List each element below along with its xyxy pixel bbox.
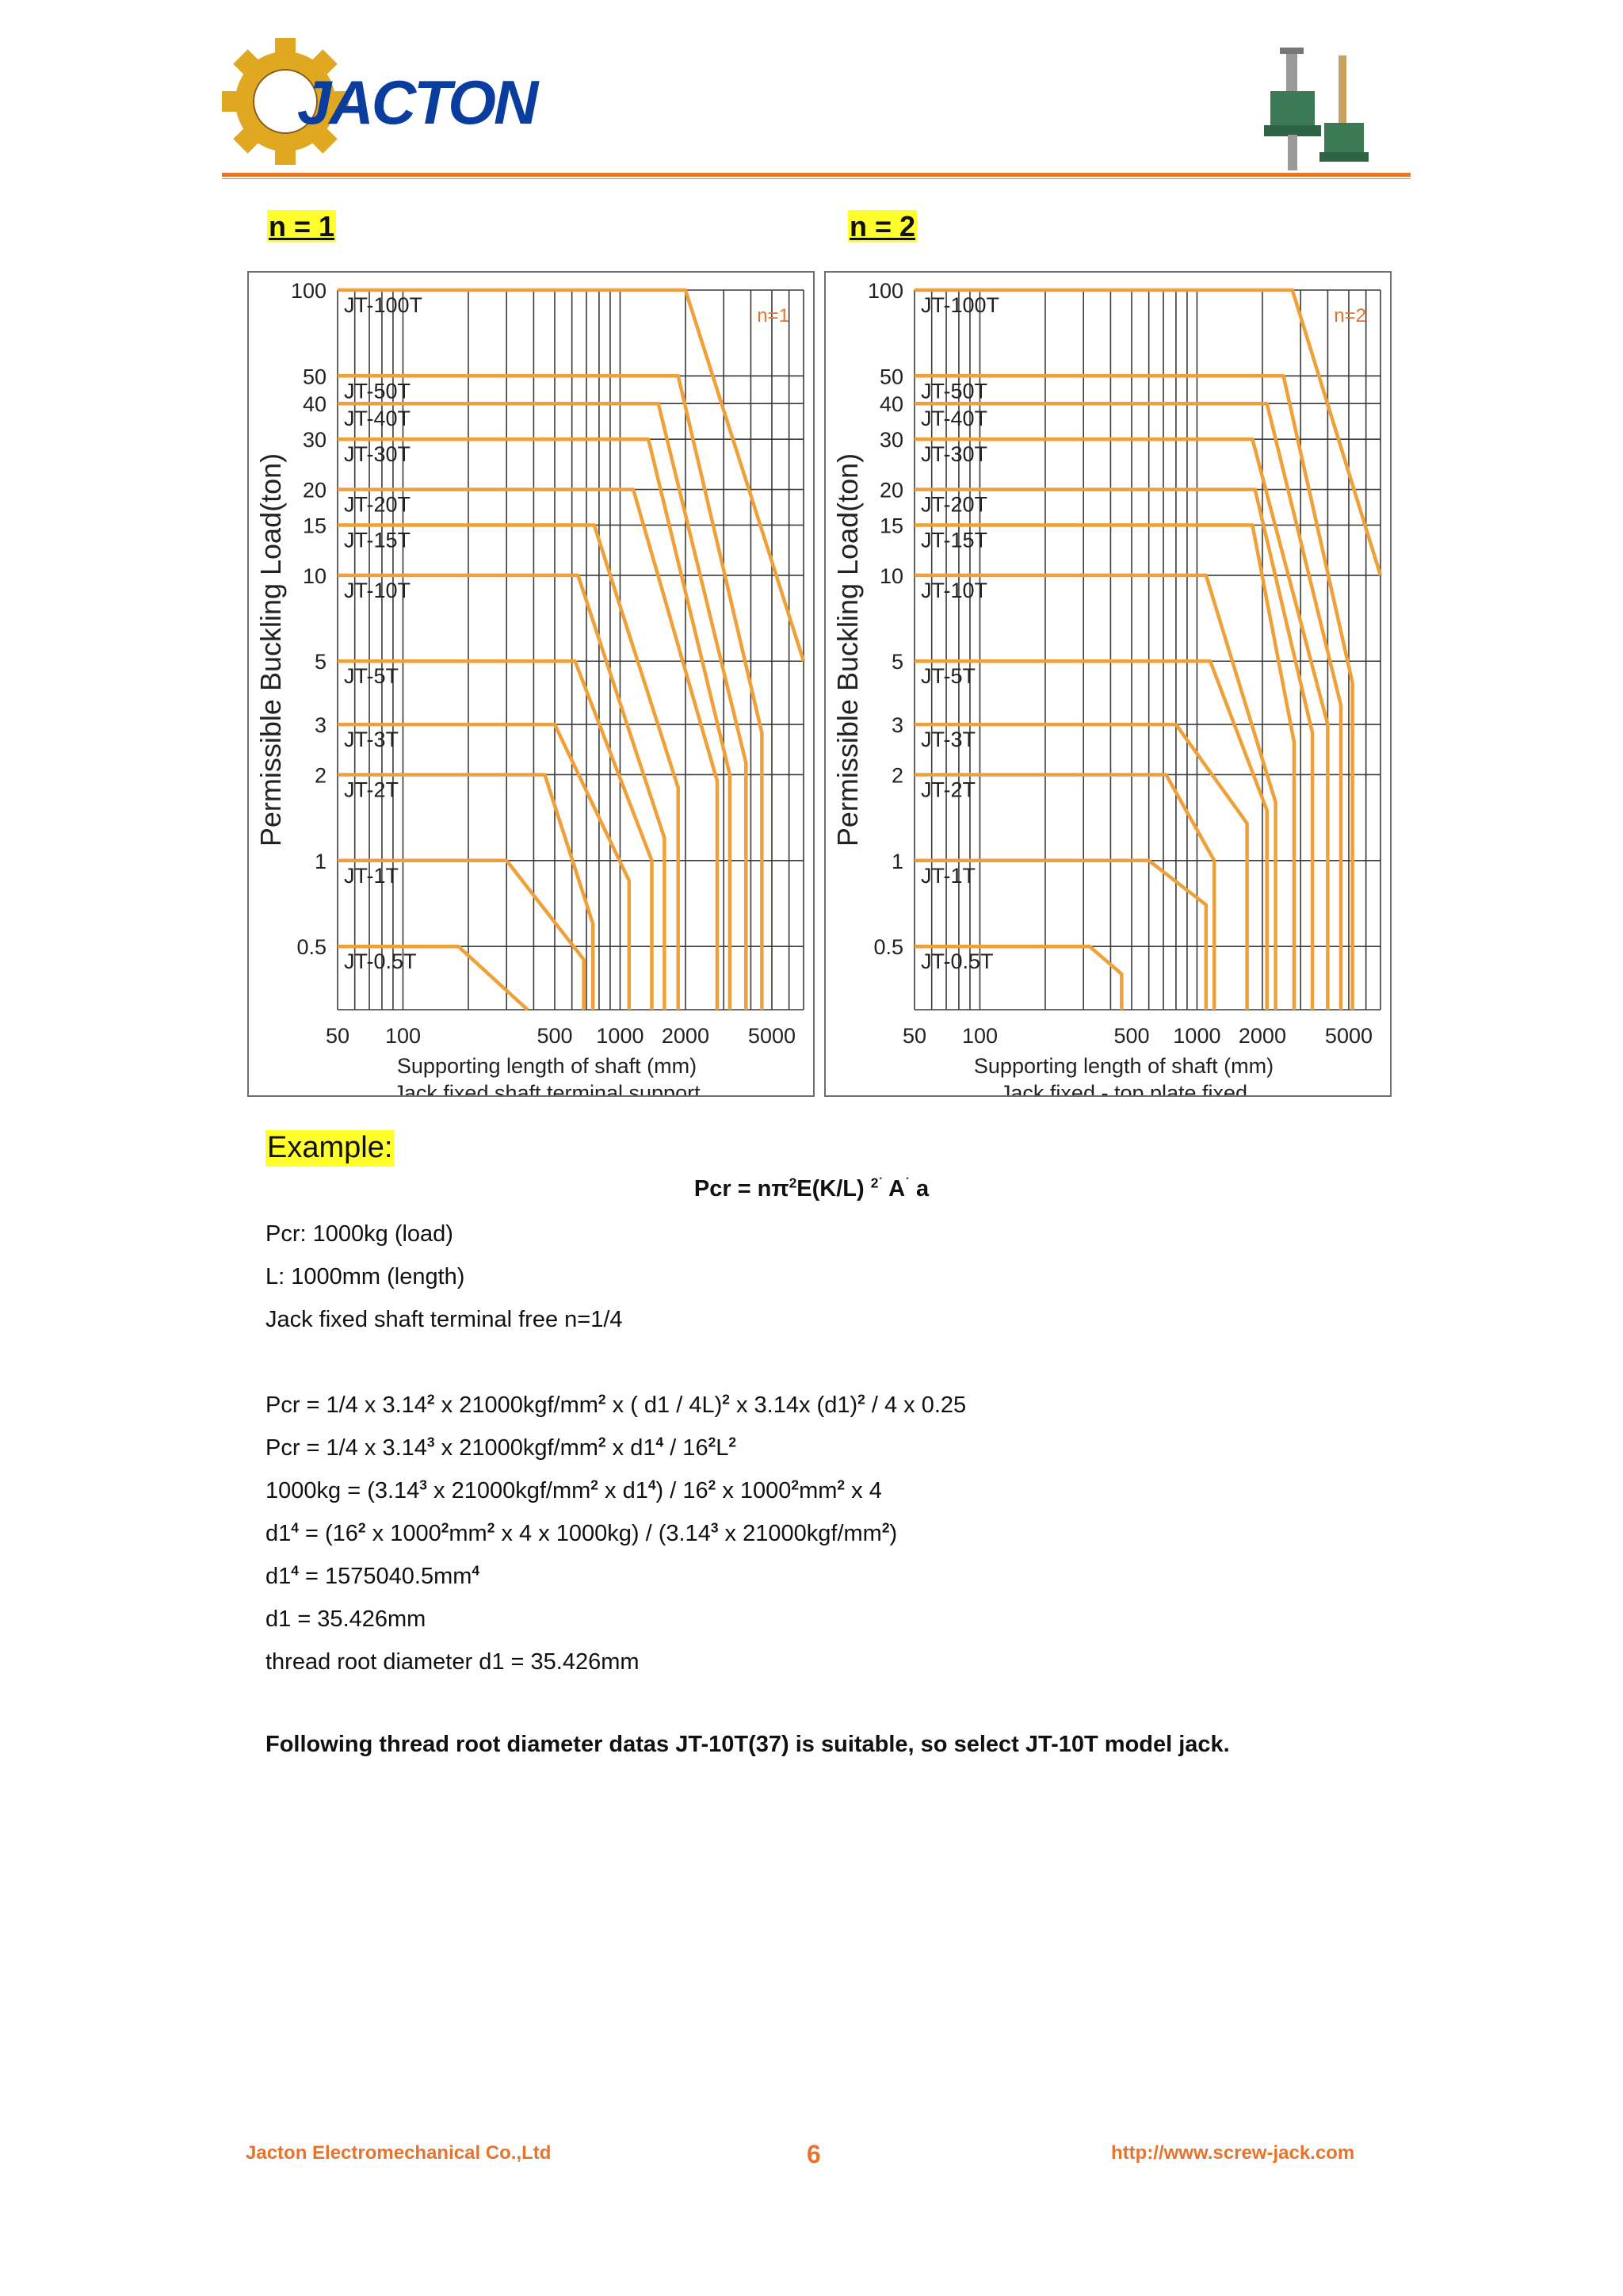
chart1-series-label: JT-0.5T [344, 949, 417, 974]
footer-url-link[interactable]: http://www.screw-jack.com [1111, 2142, 1355, 2164]
chart1-corner-label: n=1 [757, 305, 789, 327]
chart2-series-label: JT-1T [921, 863, 976, 888]
chart2-series-label: JT-40T [921, 407, 988, 431]
chart2-corner-label: n=2 [1334, 305, 1366, 327]
chart2-series-label: JT-20T [921, 492, 988, 517]
chart2-x-tick-label: 1000 [1173, 1024, 1221, 1048]
footer-page-number: 6 [807, 2140, 821, 2168]
chart1-y-axis-title: Permissible Buckling Load(ton) [254, 453, 287, 847]
buckling-formula: Pcr = $n\pi^2E(K/L)$ $^{2˙}$ A˙ a [693, 1175, 930, 1201]
conclusion-text: Following thread root diameter datas JT-10T(37) is suitable, so select JT-10T model jack. [265, 1732, 1230, 1757]
chart1-series-label: JT-2T [344, 777, 399, 802]
chart2-y-tick-label: 5 [891, 650, 903, 674]
chart2-series-label: JT-50T [921, 379, 988, 403]
chart2-y-axis-title: Permissible Buckling Load(ton) [831, 453, 864, 847]
calc-line-3: $1000kg = (3.14^3$ x $21000kgf/mm^2$ x $d1^4) / 16^2$ x $1000^2mm^2$ x 4 [265, 1477, 882, 1503]
chart-left-title: n = 1 [269, 210, 335, 243]
chart-right-title: n = 2 [850, 210, 916, 243]
chart2-series-label: JT-30T [921, 442, 988, 467]
length-line: L: 1000mm (length) [265, 1264, 465, 1289]
chart2-y-tick-label: 1 [891, 849, 903, 873]
chart2-y-tick-label: 3 [891, 713, 903, 738]
chart2-series-label: JT-0.5T [921, 949, 994, 974]
chart2-y-tick-label: 30 [879, 428, 903, 453]
chart1-series-label: JT-40T [344, 407, 411, 431]
calc-line-6: d1 = 35.426mm [265, 1606, 426, 1632]
chart2-y-tick-label: 15 [879, 514, 903, 538]
buckling-chart-n2 [824, 271, 1392, 1097]
chart1-x-tick-label: 100 [384, 1024, 422, 1048]
chart2-x-tick-label: 5000 [1324, 1024, 1373, 1048]
chart1-y-tick-label: 20 [302, 478, 327, 502]
calc-line-5: $d1^4 = 1575040.5mm^4$ [265, 1562, 480, 1589]
chart2-series-label: JT-15T [921, 528, 988, 552]
chart2-x-axis-subtitle: Jack fixed - top plate fixed [999, 1081, 1248, 1095]
chart2-series-label: JT-100T [921, 293, 1000, 317]
chart2-y-tick-label: 10 [879, 563, 903, 588]
chart1-y-tick-label: 2 [314, 763, 327, 788]
chart1-x-tick-label: 500 [537, 1024, 573, 1048]
chart2-y-tick-label: 0.5 [873, 935, 903, 960]
chart1-y-tick-label: 15 [302, 514, 327, 538]
header-divider-thin [222, 178, 1411, 179]
chart1-x-tick-label: 2000 [661, 1024, 709, 1048]
chart1-series-label: JT-50T [344, 379, 411, 403]
chart1-y-tick-label: 30 [302, 428, 327, 453]
chart1-x-tick-label: 50 [325, 1024, 350, 1048]
footer-company: Jacton Electromechanical Co.,Ltd [246, 2142, 552, 2164]
chart2-y-tick-label: 50 [879, 365, 903, 389]
screw-jack-product-icon [1256, 48, 1375, 174]
chart1-y-tick-label: 3 [314, 713, 327, 738]
chart1-series-label: JT-20T [344, 492, 411, 517]
buckling-chart-n1-svg [249, 273, 813, 1095]
chart2-series-label: JT-10T [921, 578, 988, 602]
header-divider [222, 173, 1411, 177]
load-line: Pcr: 1000kg (load) [265, 1221, 453, 1247]
chart2-y-tick-label: 2 [891, 763, 903, 788]
calc-line-4: $d1^4 = (16^2$ x $1000^2mm^2$ x 4 x 1000kg) / (3.14$^3$ x $21000kgf/mm^2$) [265, 1519, 898, 1546]
example-heading: Example: [265, 1130, 394, 1167]
chart2-series-label: JT-2T [921, 777, 976, 802]
calc-line-1: Pcr = 1/4 x 3.14$^2$ x $21000kgf/mm^2$ x ( d1 / 4L)$^2$ x 3.14x $(d1)^2 / 4$ x 0.25 [265, 1391, 967, 1418]
chart1-y-tick-label: 50 [302, 365, 327, 389]
chart1-x-tick-label: 1000 [596, 1024, 644, 1048]
chart1-y-tick-label: 1 [314, 849, 327, 873]
chart1-series-label: JT-1T [344, 863, 399, 888]
chart2-y-tick-label: 100 [867, 279, 903, 303]
buckling-chart-n2-svg [826, 273, 1390, 1095]
chart1-y-tick-label: 100 [290, 279, 327, 303]
chart1-series-label: JT-5T [344, 664, 399, 689]
chart2-x-tick-label: 50 [902, 1024, 927, 1048]
brand-logo-text: JACTON [297, 67, 537, 137]
chart2-y-tick-label: 20 [879, 478, 903, 502]
chart1-series-label: JT-30T [344, 442, 411, 467]
chart1-x-axis-subtitle: Jack fixed shaft terminal support [393, 1081, 701, 1095]
chart2-series-label: JT-3T [921, 728, 976, 752]
chart1-y-tick-label: 40 [302, 392, 327, 417]
chart1-x-tick-label: 5000 [747, 1024, 796, 1048]
chart1-series-label: JT-10T [344, 578, 411, 602]
chart2-x-tick-label: 500 [1113, 1024, 1150, 1048]
chart2-x-axis-title: Supporting length of shaft (mm) [973, 1054, 1274, 1078]
calc-line-2: Pcr = 1/4 x 3.14$^3$ x $21000kgf/mm^2$ x $d1^4 / 16^2L^2$ [265, 1434, 737, 1461]
condition-line: Jack fixed shaft terminal free n=1/4 [265, 1307, 623, 1332]
chart1-x-axis-title: Supporting length of shaft (mm) [396, 1054, 697, 1078]
chart1-series-label: JT-100T [344, 293, 423, 317]
chart1-y-tick-label: 0.5 [296, 935, 327, 960]
chart2-x-tick-label: 100 [961, 1024, 999, 1048]
chart1-y-tick-label: 10 [302, 563, 327, 588]
chart2-series-label: JT-5T [921, 664, 976, 689]
chart2-y-tick-label: 40 [879, 392, 903, 417]
chart2-series-jt-2t [915, 775, 1214, 1010]
calc-line-7: thread root diameter d1 = 35.426mm [265, 1649, 640, 1675]
chart1-y-tick-label: 5 [314, 650, 327, 674]
chart2-x-tick-label: 2000 [1238, 1024, 1286, 1048]
chart1-series-label: JT-3T [344, 728, 399, 752]
chart1-series-label: JT-15T [344, 528, 411, 552]
buckling-chart-n1 [247, 271, 815, 1097]
